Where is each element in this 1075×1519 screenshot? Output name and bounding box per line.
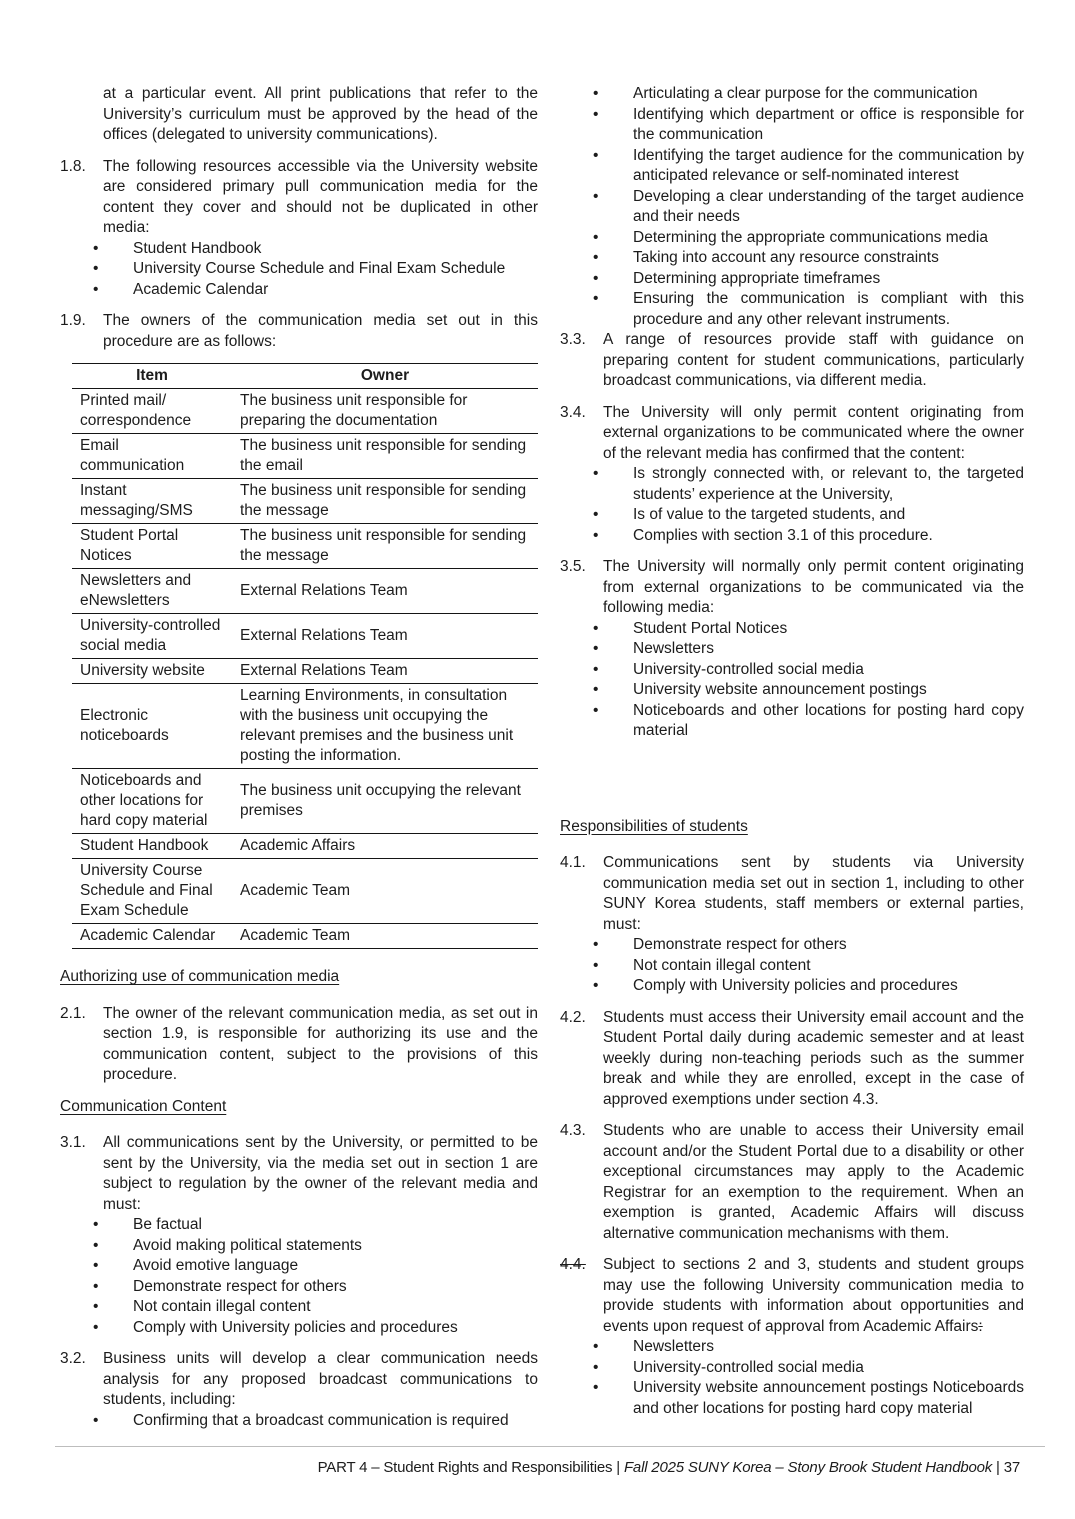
bullet-text: Demonstrate respect for others (633, 936, 847, 953)
bullet-glyph: • (93, 260, 99, 277)
bullet-text: Comply with University policies and procedures (133, 1318, 458, 1336)
footer-separator-2: | (996, 1459, 1000, 1476)
bullet-text: Identifying which department or office is responsible for the communication (633, 105, 1024, 143)
table-cell-owner: Academic Team (240, 882, 350, 899)
item-number: 3.4. (560, 403, 586, 421)
table-cell-owner: The business unit responsible for sending the email (240, 437, 527, 474)
numbered-item (60, 1133, 538, 1338)
item-number: 4.1. (560, 854, 586, 871)
table-cell-item: Printed mail/ correspondence (80, 392, 192, 429)
footer-text (55, 1459, 1045, 1476)
bullet-item (560, 187, 1024, 228)
numbered-grid (560, 1121, 1024, 1244)
bullet-item (560, 228, 1024, 249)
bullet-item (60, 280, 538, 301)
left-column (60, 84, 538, 1442)
bullet-list (60, 1215, 538, 1338)
table-row (72, 859, 538, 924)
bullet-item (60, 1256, 538, 1277)
paragraph: at a particular event. All print publications that refer to the University’s curriculum must be approved by the head of the offices (delegated to university communications). (103, 85, 538, 143)
bullet-glyph: • (593, 1358, 599, 1376)
bullet-glyph: • (593, 660, 599, 678)
numbered-grid (60, 1133, 538, 1215)
bullet-item (560, 289, 1024, 330)
table-cell-owner: Academic Team (240, 927, 350, 944)
table-row (72, 834, 538, 859)
item-text: Students must access their University email account and the Student Portal daily during academic semester and at least weekly during non-teaching periods such as the summer break and while they are enrolled, except in the case of approved exemptions under section 4.3. (603, 1008, 1024, 1108)
bullet-glyph: • (93, 1216, 99, 1233)
table-cell-item: Student Handbook (80, 837, 209, 854)
bullet-item (560, 619, 1024, 640)
table-cell-item: Electronic noticeboards (80, 707, 169, 744)
section-heading: Communication Content (60, 1097, 227, 1115)
item-number: 4.3. (560, 1122, 586, 1139)
bullet-list (560, 935, 1024, 997)
item-text: The University will only permit content originating from external organizations to be communicated where the owner of the relevant media has confirmed that the content: (603, 403, 1024, 462)
item-text: Subject to sections 2 and 3, students and student groups may use the following University communication media to provide students with information about opportunities and events upon request of approval from Academic Affairs: (603, 1256, 1024, 1335)
bullet-list (560, 619, 1024, 742)
bullet-text: Comply with University policies and procedures (633, 977, 958, 994)
bullet-item (560, 976, 1024, 997)
bullet-text: Complies with section 3.1 of this procedure. (633, 526, 933, 544)
numbered-grid (560, 1008, 1024, 1111)
right-column (560, 84, 1024, 1442)
bullet-item (560, 1378, 1024, 1419)
bullet-item (560, 105, 1024, 146)
bullet-glyph: • (593, 228, 599, 246)
bullet-glyph: • (593, 269, 599, 287)
numbered-grid (60, 311, 538, 352)
item-number: 2.1. (60, 1004, 86, 1022)
numbered-item (560, 330, 1024, 392)
bullet-text: Identifying the target audience for the communication by anticipated relevance or self-nominated interest (633, 146, 1024, 184)
bullet-item (560, 1358, 1024, 1379)
bullet-text: University website announcement postings (633, 681, 927, 698)
item-number: 1.9. (60, 312, 86, 329)
item-text: The following resources accessible via the University website are considered primary pull communication media for the content they cover and should not be duplicated in other media: (103, 157, 538, 236)
bullet-item (60, 239, 538, 260)
bullet-text: Taking into account any resource constraints (633, 249, 939, 266)
table-cell-owner: The business unit occupying the relevant premises (240, 782, 521, 819)
table-cell-item: University Course Schedule and Final Exam Schedule (80, 862, 213, 919)
bullet-glyph: • (93, 1318, 99, 1336)
bullet-text: Avoid making political statements (133, 1236, 362, 1254)
bullet-text: Academic Calendar (133, 280, 269, 298)
bullet-text: Is strongly connected with, or relevant to, the targeted students’ experience at the University, (633, 465, 1024, 503)
bullet-glyph: • (593, 465, 599, 482)
numbered-item (560, 403, 1024, 547)
bullet-item (560, 146, 1024, 187)
page-footer (55, 1446, 1045, 1476)
bullet-list (560, 1337, 1024, 1419)
section-heading: Responsibilities of students (560, 817, 748, 835)
table-header-row (72, 364, 538, 389)
table-cell-owner: Learning Environments, in consultation with the business unit occupying the relevant premises and the business unit posting the information. (240, 687, 514, 764)
bullet-text: Student Handbook (133, 239, 262, 257)
bullet-item (60, 1411, 538, 1432)
table-cell-item: Academic Calendar (80, 927, 216, 944)
bullet-text: Articulating a clear purpose for the communication (633, 85, 978, 102)
bullet-text: Ensuring the communication is compliant with this procedure and any other relevant instruments. (633, 290, 1024, 328)
table-cell-owner: External Relations Team (240, 662, 408, 679)
table-body (72, 389, 538, 949)
bullet-text: Be factual (133, 1216, 202, 1233)
bullet-glyph: • (93, 239, 99, 257)
table-row (72, 569, 538, 614)
bullet-glyph: • (93, 1411, 99, 1429)
bullet-text: Confirming that a broadcast communication is required (133, 1411, 509, 1429)
item-number: 4.4. (560, 1256, 586, 1273)
footer-handbook-title: Fall 2025 SUNY Korea – Stony Brook Student Handbook (623, 1459, 993, 1476)
bullet-item (60, 1236, 538, 1257)
bullet-text: Not contain illegal content (633, 956, 811, 974)
item-number: 3.2. (60, 1350, 86, 1367)
item-text: All communications sent by the University, or permitted to be sent by the University, via the media set out in section 1 are subject to regulation by the owner of the relevant media and must: (103, 1134, 538, 1213)
table-row (72, 769, 538, 834)
bullet-item (560, 505, 1024, 526)
bullet-item (560, 84, 1024, 105)
bullet-text: University Course Schedule and Final Exam Schedule (133, 260, 506, 277)
bullet-text: University-controlled social media (633, 660, 864, 678)
bullet-text: Noticeboards and other locations for posting hard copy material (633, 701, 1024, 739)
item-number: 4.2. (560, 1008, 586, 1026)
item-number: 3.3. (560, 331, 586, 348)
numbered-grid (560, 557, 1024, 619)
item-text: A range of resources provide staff with guidance on preparing content for student communications, particularly broadcast communications, via different media. (603, 331, 1024, 389)
bullet-glyph: • (593, 640, 599, 657)
item-text: Business units will develop a clear communication needs analysis for any proposed broadcast communications to students, including: (103, 1350, 538, 1408)
table-cell-item: University website (80, 662, 205, 679)
bullet-glyph: • (593, 681, 599, 698)
bullet-glyph: • (593, 526, 599, 544)
numbered-item (60, 311, 538, 352)
table-cell-item: Student Portal Notices (80, 527, 179, 564)
footer-separator: | (616, 1459, 620, 1476)
numbered-grid (60, 157, 538, 239)
bullet-item (560, 680, 1024, 701)
table-row (72, 434, 538, 479)
footer-page-number: 37 (1003, 1459, 1020, 1476)
bullet-glyph: • (593, 936, 599, 953)
bullet-glyph: • (593, 290, 599, 307)
table-header-cell: Item (136, 367, 168, 384)
numbered-item (60, 157, 538, 301)
bullet-text: University website announcement postings Noticeboards and other locations for posting hard copy material (633, 1379, 1024, 1417)
table-row (72, 684, 538, 769)
bullet-glyph: • (593, 187, 599, 205)
bullet-item (60, 1277, 538, 1298)
bullet-item (560, 269, 1024, 290)
bullet-list (60, 239, 538, 301)
spacer (560, 753, 1024, 811)
table-row (72, 924, 538, 949)
numbered-grid (560, 403, 1024, 465)
table-row (72, 389, 538, 434)
table-cell-item: Instant messaging/SMS (80, 482, 193, 519)
bullet-item (560, 701, 1024, 742)
bullet-glyph: • (593, 1338, 599, 1355)
table-cell-owner: The business unit responsible for preparing the documentation (240, 392, 468, 429)
item-number: 1.8. (60, 157, 86, 175)
table-row (72, 524, 538, 569)
bullet-text: Avoid emotive language (133, 1257, 299, 1274)
bullet-text: University-controlled social media (633, 1358, 864, 1376)
numbered-grid (60, 1349, 538, 1411)
table-cell-item: Newsletters and eNewsletters (80, 572, 192, 609)
table-cell-owner: Academic Affairs (240, 837, 356, 854)
table-cell-owner: External Relations Team (240, 582, 408, 599)
numbered-item (60, 1349, 538, 1431)
bullet-glyph: • (593, 249, 599, 266)
numbered-item (560, 1008, 1024, 1111)
bullet-text: Student Portal Notices (633, 619, 788, 637)
bullet-item (60, 1318, 538, 1339)
numbered-grid (560, 853, 1024, 935)
bullet-glyph: • (593, 506, 599, 523)
numbered-item (560, 557, 1024, 742)
bullet-glyph: • (93, 280, 99, 298)
bullet-text: Demonstrate respect for others (133, 1277, 347, 1295)
item-number: 3.5. (560, 558, 586, 575)
numbered-item (560, 1121, 1024, 1244)
numbered-item (60, 1004, 538, 1086)
bullet-text: Determining the appropriate communications media (633, 228, 988, 246)
owners-table (72, 363, 538, 949)
table-head (72, 364, 538, 389)
bullet-item (560, 248, 1024, 269)
bullet-list (560, 464, 1024, 546)
bullet-text: Newsletters (633, 640, 714, 657)
table-cell-owner: The business unit responsible for sending the message (240, 527, 527, 564)
bullet-item (560, 660, 1024, 681)
bullet-item (60, 1215, 538, 1236)
bullet-glyph: • (593, 1379, 599, 1396)
item-text: Students who are unable to access their University email account and/or the Student Portal due to a disability or other exceptional circumstances may apply to the Academic Registrar for an exemption to the requirement. When an exemption is granted, Academic Affairs will discuss alternative communication mechanisms with them. (603, 1122, 1024, 1242)
table-cell-item: University-controlled social media (80, 617, 221, 654)
table-cell-item: Email communication (80, 437, 185, 474)
numbered-grid (560, 1255, 1024, 1337)
bullet-item (60, 1297, 538, 1318)
item-text: Communications sent by students via University communication media set out in section 1, including to other SUNY Korea students, staff members or external parties, must: (603, 854, 1024, 933)
table-row (72, 479, 538, 524)
bullet-item (560, 526, 1024, 547)
bullet-item (560, 1337, 1024, 1358)
struck-colon: : (978, 1317, 983, 1335)
bullet-text: Developing a clear understanding of the target audience and their needs (633, 187, 1024, 225)
numbered-item (560, 853, 1024, 997)
numbered-grid (60, 1004, 538, 1086)
bullet-text: Is of value to the targeted students, and (633, 506, 906, 523)
bullet-glyph: • (93, 1277, 99, 1295)
bullet-glyph: • (593, 701, 599, 719)
bullet-glyph: • (93, 1236, 99, 1254)
item-number: 3.1. (60, 1134, 86, 1151)
bullet-text: Not contain illegal content (133, 1298, 311, 1315)
bullet-item (60, 259, 538, 280)
bullet-glyph: • (93, 1298, 99, 1315)
table-cell-item: Noticeboards and other locations for hard copy material (80, 772, 208, 829)
table-row (72, 614, 538, 659)
item-text: The University will normally only permit content originating from external organizations to be communicated via the following media: (603, 558, 1024, 616)
bullet-item (560, 464, 1024, 505)
bullet-glyph: • (593, 956, 599, 974)
bullet-list (560, 84, 1024, 330)
footer-part-title: PART 4 – Student Rights and Responsibilities (317, 1459, 613, 1476)
numbered-item (560, 1255, 1024, 1419)
bullet-text: Determining appropriate timeframes (633, 269, 881, 287)
item-text: The owner of the relevant communication media, as set out in section 1.9, is responsible for authorizing its use and the communication content, subject to the provisions of this procedure. (103, 1004, 538, 1083)
bullet-glyph: • (593, 977, 599, 994)
bullet-list (60, 1411, 538, 1432)
section-heading: Authorizing use of communication media (60, 968, 340, 985)
table-row (72, 659, 538, 684)
bullet-glyph: • (93, 1257, 99, 1274)
table-cell-owner: The business unit responsible for sending the message (240, 482, 527, 519)
bullet-item (560, 935, 1024, 956)
bullet-item (560, 639, 1024, 660)
bullet-item (560, 956, 1024, 977)
table-header-cell: Owner (360, 367, 410, 384)
table-cell-owner: External Relations Team (240, 627, 408, 644)
numbered-grid (560, 330, 1024, 392)
bullet-glyph: • (593, 619, 599, 637)
bullet-text: Newsletters (633, 1338, 714, 1355)
bullet-glyph: • (593, 105, 599, 123)
item-text: The owners of the communication media set out in this procedure are as follows: (103, 312, 538, 350)
bullet-glyph: • (593, 85, 599, 102)
bullet-glyph: • (593, 146, 599, 164)
